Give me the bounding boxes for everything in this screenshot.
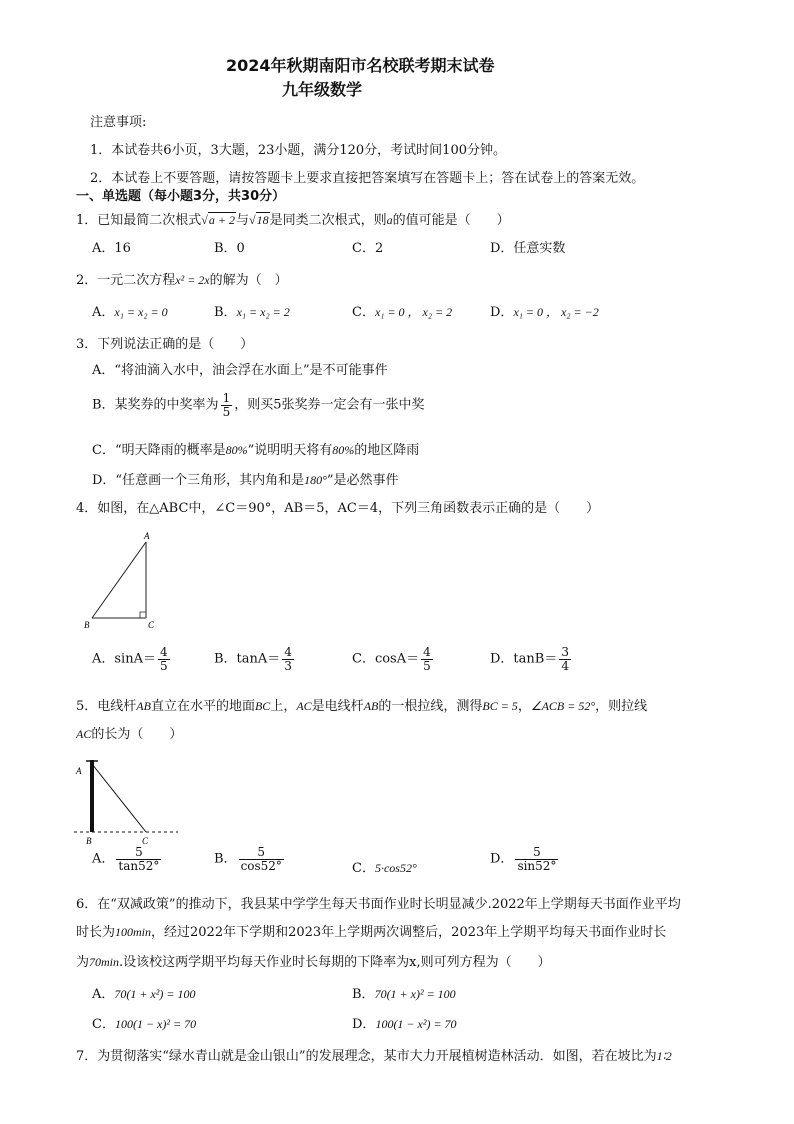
- q1-option-b: B．0: [214, 241, 245, 256]
- question-6-line-2: 时长为100min，经过2022年下学期和2023年上学期两次调整后，2023年上学期平均每天书面作业时长: [76, 925, 667, 940]
- question-4-stem: 4．如图，在△ABC中，∠C＝90°，AB＝5，AC＝4，下列三角函数表示正确的是（ ）: [76, 501, 600, 516]
- q1-text-d: 的值可能是（ ）: [392, 213, 510, 228]
- q6-option-a: A．70(1 + x²) = 100: [92, 987, 196, 1002]
- q3-option-c: C．“明天降雨的概率是80%”说明明天将有80%的地区降雨: [92, 443, 420, 458]
- right-angle-mark: [140, 612, 146, 618]
- q4-option-c: C．cosA＝ $\frac{4}{5}$: [352, 645, 431, 673]
- q4-option-a: A．sinA＝ $\frac{4}{5}$: [92, 645, 168, 673]
- q1-option-c: C．2: [352, 241, 384, 256]
- q5-option-c: C．5·cos52°: [352, 861, 417, 876]
- question-5-line-2: AC的长为（ ）: [76, 727, 183, 742]
- notice-item-2: 2．本试卷上不要答题，请按答题卡上要求直接把答案填写在答题卡上；答在试卷上的答案无效。: [90, 171, 645, 186]
- q1-text-b: 与: [235, 213, 249, 228]
- q3-option-b: B．某奖券的中奖率为 $\frac{1}{5}$ ，则买5张奖券一定会有一张中奖: [92, 391, 425, 419]
- q1-option-d: D．任意实数: [490, 241, 566, 256]
- question-2-stem: [76, 274, 288, 287]
- question-7-line-1: 7．为贯彻落实“绿水青山就是金山银山”的发展理念，某市大力开展植树造林活动．如图，若在坡比为1∶2: [76, 1049, 672, 1064]
- q1-radical-2: √18: [249, 213, 269, 227]
- q1-option-a: A．16: [92, 241, 131, 256]
- q2-option-a: A．x₁ = x₂ = 0: [92, 305, 168, 320]
- section-heading: 一、单选题（每小题3分，共30分）: [76, 189, 286, 204]
- pole-c-label: C: [142, 836, 149, 846]
- notice-heading: 注意事项:: [90, 115, 147, 130]
- q4-option-b: B．tanA＝ $\frac{4}{3}$: [214, 645, 292, 673]
- question-1-stem: [76, 214, 510, 227]
- q5-option-a: A． $\frac{5}{\tan 52^\circ}$: [92, 845, 160, 873]
- wire-ac: [92, 764, 146, 832]
- pole-b-label: B: [86, 836, 92, 846]
- q4-option-d: D．tanB＝ $\frac{3}{4}$: [490, 645, 569, 673]
- q2-text-a: 2．一元二次方程: [76, 273, 176, 288]
- q1-text-c: 是同类二次根式，则: [269, 213, 387, 228]
- q2-option-d: D．x₁ = 0 ， x₂ = −2: [490, 305, 599, 320]
- q2-text-b: 的解为（ ）: [209, 273, 288, 288]
- q2-equation: x² = 2x: [175, 273, 210, 287]
- question-5-line-1: 5．电线杆AB直立在水平的地面BC上，AC是电线杆AB的一根拉线，测得BC = 5，∠ACB = 52°，则拉线: [76, 699, 648, 714]
- q1-var: a: [386, 213, 393, 227]
- q1-text-a: 1．已知最简二次根式: [76, 213, 202, 228]
- q3-fraction: $\frac{1}{5}$: [222, 391, 231, 419]
- q5-option-d: D． $\frac{5}{\sin 52^\circ}$: [490, 845, 557, 873]
- vertex-b-label: B: [84, 620, 90, 630]
- q2-option-c: C．x₁ = 0 ， x₂ = 2: [352, 305, 453, 320]
- q4-triangle-figure: [80, 530, 170, 632]
- side-ab: [92, 542, 146, 618]
- page-subtitle: 九年级数学: [282, 80, 363, 99]
- question-3-stem: 3．下列说法正确的是（ ）: [76, 337, 254, 352]
- q3-option-d: D．“任意画一个三角形，其内角和是180°”是必然事件: [92, 473, 399, 488]
- q5-pole-figure: [72, 752, 182, 848]
- vertex-c-label: C: [148, 620, 155, 630]
- pole-a-label: A: [76, 766, 82, 776]
- q6-option-b: B．70(1 + x)² = 100: [352, 987, 456, 1002]
- q6-option-d: D．100(1 − x²) = 70: [352, 1017, 457, 1032]
- question-6-line-1: 6．在“双减政策”的推动下，我县某中学学生每天书面作业时长明显减少.2022年上学期每天书面作业平均: [76, 897, 681, 912]
- notice-item-1: 1．本试卷共6小页，3大题，23小题，满分120分，考试时间100分钟。: [90, 143, 506, 158]
- q6-option-c: C．100(1 − x)² = 70: [92, 1017, 197, 1032]
- q5-option-b: B． $\frac{5}{\cos 52^\circ}$: [214, 845, 282, 873]
- q1-radical-1: √a + 2: [201, 213, 235, 227]
- page-title: 2024年秋期南阳市名校联考期末试卷: [226, 56, 495, 75]
- q2-option-b: B．x₁ = x₂ = 2: [214, 305, 290, 320]
- vertex-a-label: A: [144, 531, 150, 541]
- question-6-line-3: 为70min.设该校这两学期平均每天作业时长每期的下降率为x,则可列方程为（ ）: [76, 955, 551, 970]
- q3-option-a: A．“将油滴入水中，油会浮在水面上”是不可能事件: [92, 363, 388, 378]
